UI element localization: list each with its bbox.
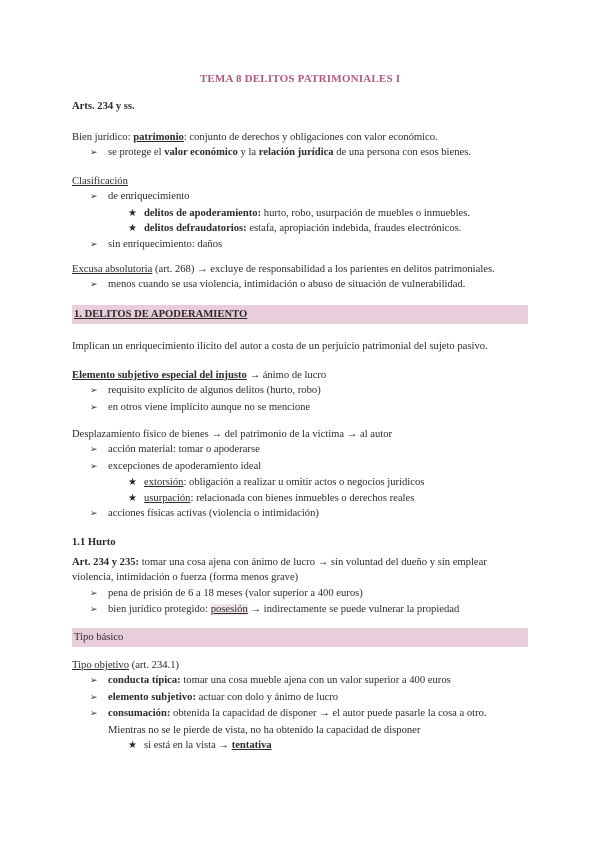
arrow-bullet-icon: ➢ (90, 402, 98, 413)
tipo-objetivo-sub (72, 673, 532, 689)
excusa-sub-line (72, 277, 532, 293)
hurto-sub1: pena de prisión de 6 a 18 meses (valor superior a 400 euros) (108, 587, 363, 599)
implican-paragraph (72, 339, 532, 354)
elemento-sub (72, 400, 532, 416)
elemento-section (72, 368, 532, 416)
star-bullet-icon: ★ (128, 740, 137, 752)
arrow-bullet-icon: ➢ (90, 709, 98, 720)
section-band-tipo-basico (72, 628, 528, 647)
section-band-apoderamiento (72, 305, 528, 324)
desplazamiento-sub (72, 459, 532, 475)
arrow-bullet-icon: ➢ (90, 676, 98, 687)
consumacion-rest2: Mientras no se le pierde de vista, no ha obtenido la capacidad de disponer (108, 724, 421, 736)
excusa-term: Excusa absolutoria (72, 264, 153, 275)
bien-sub-line (72, 145, 532, 161)
arts-header (72, 99, 532, 114)
extorsion-term: extorsión (144, 477, 184, 489)
s1-rest: hurto, robo, usurpación de muebles o inmuebles. (261, 207, 471, 219)
tipo-objetivo-subitem (72, 738, 532, 753)
desplazamiento-section (72, 427, 532, 522)
excusa-sub: menos cuando se usa violencia, intimidación o abuso de situación de vulnerabilidad. (108, 279, 466, 291)
arrow-bullet-icon: ➢ (90, 280, 98, 291)
bien-sub-b: valor económico (164, 147, 238, 159)
bien-sub-c: y la (237, 147, 259, 159)
tipo-objetivo-term: Tipo objetivo (72, 660, 130, 671)
bien-sub-a: se protege el (108, 147, 165, 159)
hurto-sub (72, 602, 532, 618)
conducta-rest: tomar una cosa mueble ajena con un valor superior a 400 euros (180, 675, 451, 687)
arrow-bullet-icon: ➢ (90, 461, 98, 472)
tipo-objetivo-sub (72, 706, 532, 722)
star-bullet-icon: ★ (128, 207, 137, 219)
hurto-sub2-c: → indirectamente se puede vulnerar la propiedad (247, 604, 460, 616)
excusa-line (72, 262, 532, 277)
arrow-bullet-icon: ➢ (90, 588, 98, 599)
desplazamiento-sub3: acciones físicas activas (violencia o intimidación) (108, 508, 319, 520)
hurto-arts-rest1: tomar una cosa ajena con ánimo de lucro → sin voluntad del dueño y sin emplear (139, 557, 487, 568)
tentativa-prefix: si está en la vista → (144, 740, 232, 752)
clasificacion-heading: Clasificación (72, 176, 128, 187)
implican-text: Implican un enriquecimiento ilícito del autor a costa de un perjuicio patrimonial del sujeto pasivo. (72, 341, 488, 352)
clasificacion-item (72, 237, 532, 253)
arrow-bullet-icon: ➢ (90, 148, 98, 159)
arrow-bullet-icon: ➢ (90, 509, 98, 520)
desplazamiento-sub2: excepciones de apoderamiento ideal (108, 460, 262, 472)
hurto-arts-line2: violencia, intimidación o fuerza (forma menos grave) (72, 572, 299, 584)
arrow-bullet-icon: ➢ (90, 692, 98, 703)
s2-rest: estafa, apropiación indebida, fraudes electrónicos. (246, 223, 462, 235)
clasificacion-section (72, 174, 532, 253)
star-bullet-icon: ★ (128, 492, 137, 504)
arrow-bullet-icon: ➢ (90, 239, 98, 250)
hurto-section (72, 535, 532, 550)
elemento-rest: → ánimo de lucro (246, 370, 327, 381)
hurto-arts (72, 555, 532, 619)
extorsion-rest: : obligación a realizar u omitir actos o negocios jurídicos (183, 477, 425, 489)
consumacion-bold: consumación: (108, 708, 171, 720)
desplazamiento-sub (72, 442, 532, 458)
posesion-term: posesión (210, 604, 248, 616)
tipo-objetivo-rest: (art. 234.1) (129, 660, 180, 671)
hurto-heading: 1.1 Hurto (72, 537, 116, 548)
elemento-subj-rest: actuar con dolo y ánimo de lucro (195, 691, 339, 703)
clasificacion-item2: sin enriquecimiento: daños (108, 238, 223, 250)
star-bullet-icon: ★ (128, 477, 137, 489)
elemento-sub1: requisito explícito de algunos delitos (hurto, robo) (108, 385, 321, 397)
section-heading: 1. DELITOS DE APODERAMIENTO (74, 309, 248, 320)
arrow-bullet-icon: ➢ (90, 192, 98, 203)
arrow-bullet-icon: ➢ (90, 386, 98, 397)
arrow-bullet-icon: ➢ (90, 445, 98, 456)
elemento-line (72, 368, 532, 383)
s2-bold: delitos defraudatorios: (144, 223, 247, 235)
tipo-objetivo-section (72, 658, 532, 753)
desplazamiento-subitem (72, 475, 532, 490)
elemento-bold: Elemento subjetivo especial del injusto (72, 370, 247, 381)
tipo-objetivo-line (72, 658, 532, 673)
bien-sub-e: de una persona con esos bienes. (333, 147, 471, 159)
bien-juridico-section (72, 130, 532, 162)
clasificacion-item (72, 189, 532, 205)
tentativa-term: tentativa (231, 740, 272, 752)
hurto-arts-line1 (72, 555, 532, 570)
hurto-sub2-a: bien jurídico protegido: (108, 604, 211, 616)
conducta-bold: conducta típica: (108, 675, 181, 687)
page-title: TEMA 8 DELITOS PATRIMONIALES I (199, 73, 401, 85)
clasificacion-subitem (72, 206, 532, 221)
excusa-rest: (art. 268) → excluye de responsabilidad a los parientes en delitos patrimoniales. (152, 264, 495, 275)
consumacion-rest1: obtenida la capacidad de disponer → el autor puede pasarle la cosa a otro. (170, 708, 487, 720)
clasificacion-subitem (72, 221, 532, 236)
arts-header-text: Arts. 234 y ss. (72, 101, 135, 112)
bien-sub-d: relación jurídica (258, 147, 334, 159)
bien-term: patrimonio (133, 132, 184, 143)
hurto-sub (72, 586, 532, 602)
excusa-section (72, 262, 532, 294)
bien-juridico-line (72, 130, 532, 145)
desplazamiento-line: Desplazamiento físico de bienes → del patrimonio de la víctima → al autor (72, 429, 393, 440)
arrow-bullet-icon: ➢ (90, 605, 98, 616)
clasificacion-item1: de enriquecimiento (108, 191, 190, 203)
desplazamiento-sub1: acción material: tomar o apoderarse (108, 444, 260, 456)
bien-rest: : conjunto de derechos y obligaciones con valor económico. (183, 132, 438, 143)
desplazamiento-subitem (72, 491, 532, 506)
desplazamiento-sub (72, 506, 532, 522)
elemento-sub2: en otros viene implícito aunque no se mencione (108, 401, 311, 413)
star-bullet-icon: ★ (128, 223, 137, 235)
tipo-objetivo-sub (72, 690, 532, 706)
bien-prefix: Bien jurídico: (72, 132, 134, 143)
usurpacion-term: usurpación (144, 492, 191, 504)
hurto-arts-bold: Art. 234 y 235: (72, 557, 140, 568)
tipo-basico-heading: Tipo básico (74, 632, 124, 643)
usurpacion-rest: : relacionada con bienes inmuebles o derechos reales (190, 492, 415, 504)
elemento-subj-bold: elemento subjetivo: (108, 691, 196, 703)
s1-bold: delitos de apoderamiento: (144, 207, 262, 219)
elemento-sub (72, 383, 532, 399)
